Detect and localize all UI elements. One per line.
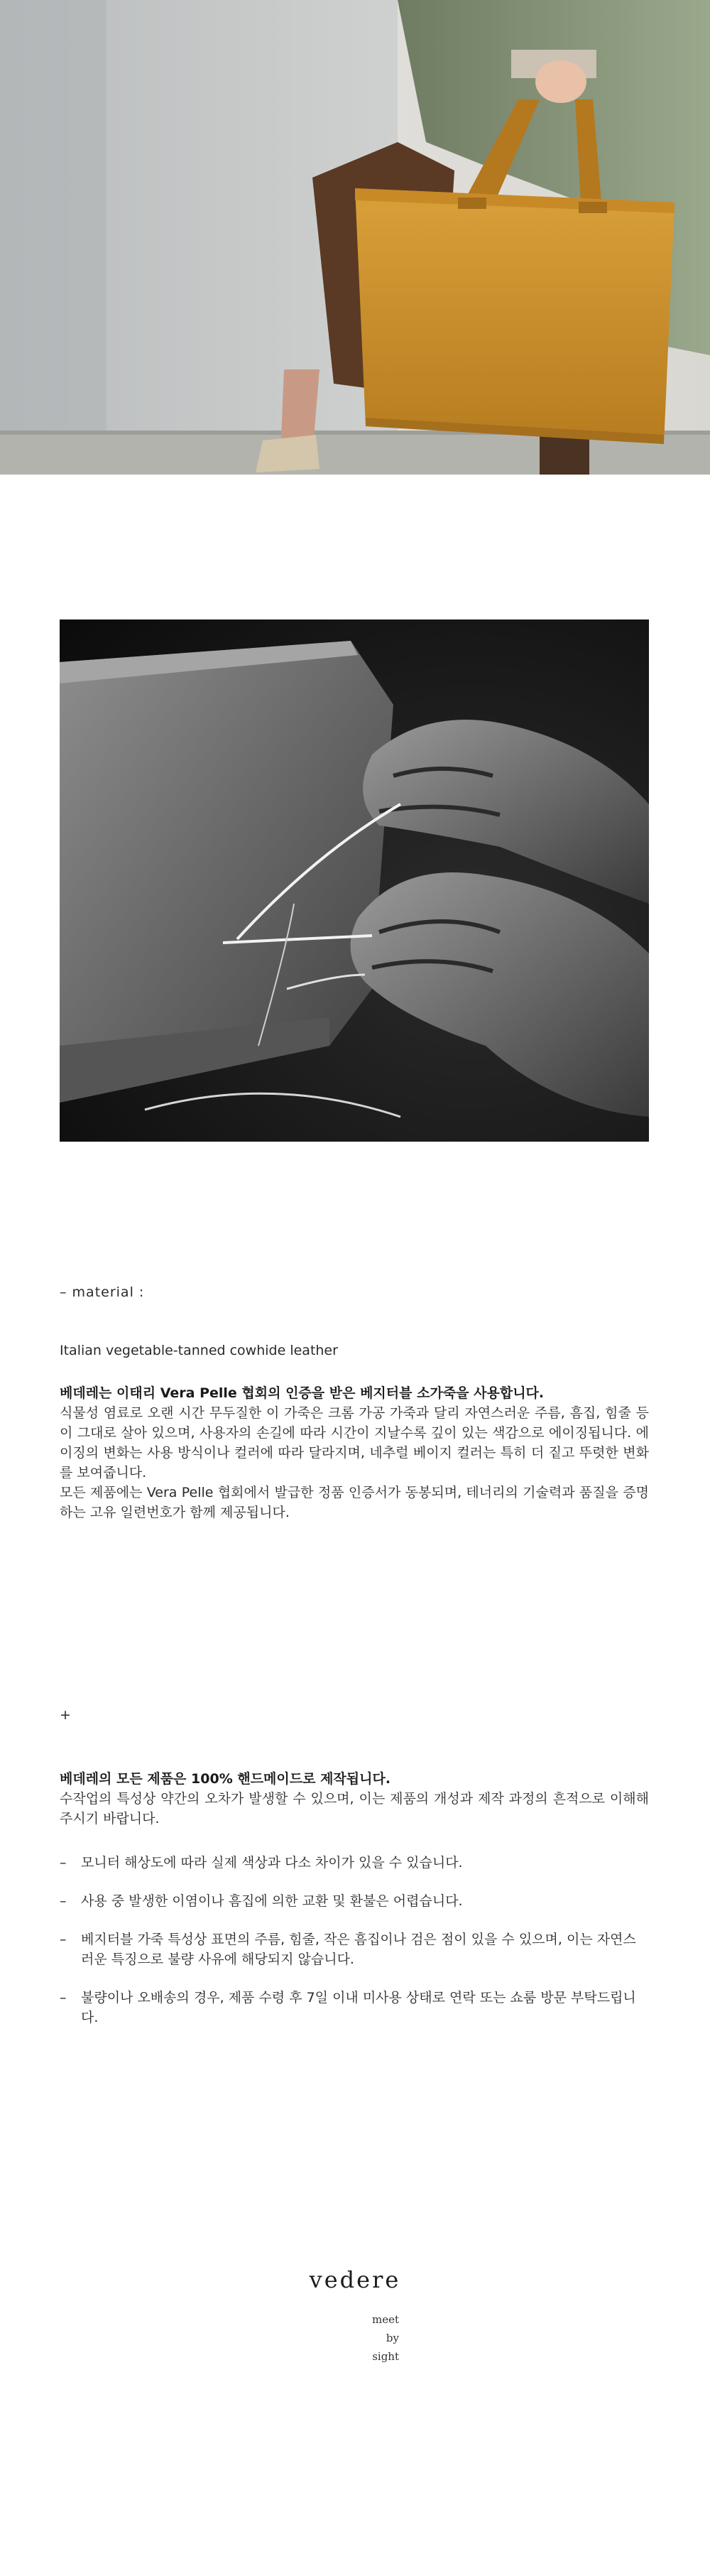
material-name: Italian vegetable-tanned cowhide leather — [60, 1343, 338, 1358]
notice-section — [60, 1705, 649, 2046]
dash-mark: – — [60, 1893, 67, 1909]
dash-mark: – — [60, 1990, 67, 2006]
tagline-sight: sight — [372, 2350, 399, 2363]
tagline-by: by — [386, 2332, 399, 2344]
material-headline: 베데레는 이태리 Vera Pelle 협회의 인증을 받은 베지터블 소가죽을 사용합니다. — [60, 1385, 545, 1401]
brand-name: vedere — [309, 2266, 401, 2293]
material-label: – material : — [60, 1284, 145, 1300]
material-certificate-note: 모든 제품에는 Vera Pelle 협회에서 발급한 정품 인증서가 동봉되며, 테너리의 기술력과 품질을 증명하는 고유 일련번호가 함께 제공됩니다. — [60, 1485, 649, 1520]
handmade-intro: 수작업의 특성상 약간의 오차가 발생할 수 있으며, 이는 제품의 개성과 제작 과정의 흔적으로 이해해주시기 바랍니다. — [60, 1791, 649, 1827]
material-description: 식물성 염료로 오랜 시간 무두질한 이 가죽은 크롬 가공 가죽과 달리 자연스러운 주름, 흠집, 힘줄 등이 그대로 살아 있으며, 사용자의 손길에 따라 시간이 지날수록 깊이 있는 색감으로 에이징됩니다. 에이징의 변화는 사용 방식이나 컬러에 따라 달라지며, 네추럴 베이지 컬러는 특히 더 짙고 뚜렷한 변화를 보여줍니다. — [60, 1405, 649, 1481]
notice-item-text: 베지터블 가죽 특성상 표면의 주름, 힘줄, 작은 흠집이나 검은 점이 있을 수 있으며, 이는 자연스러운 특징으로 불량 사유에 해당되지 않습니다. — [81, 1932, 636, 1967]
notice-item-text: 불량이나 오배송의 경우, 제품 수령 후 7일 이내 미사용 상태로 연락 또는 쇼룸 방문 부탁드립니다. — [81, 1990, 636, 2025]
notice-item — [60, 1891, 649, 1911]
plus-mark: + — [60, 1707, 71, 1723]
notice-item-text: 모니터 해상도에 따라 실제 색상과 다소 차이가 있을 수 있습니다. — [81, 1855, 463, 1871]
brand-tagline — [369, 2310, 399, 2366]
handmade-headline: 베데레의 모든 제품은 100% 핸드메이드로 제작됩니다. — [60, 1771, 391, 1787]
stitching-photo — [60, 619, 649, 1142]
notice-item-text: 사용 중 발생한 이염이나 흠집에 의한 교환 및 환불은 어렵습니다. — [81, 1893, 463, 1909]
hero-photo — [0, 0, 710, 475]
dash-mark: – — [60, 1855, 67, 1871]
tagline-meet: meet — [371, 2313, 399, 2326]
notice-item — [60, 1930, 649, 1969]
brand-logo — [0, 2266, 710, 2293]
notice-item — [60, 1988, 649, 2028]
material-section — [60, 1282, 649, 1522]
dash-mark: – — [60, 1932, 67, 1947]
notice-item — [60, 1853, 649, 1873]
